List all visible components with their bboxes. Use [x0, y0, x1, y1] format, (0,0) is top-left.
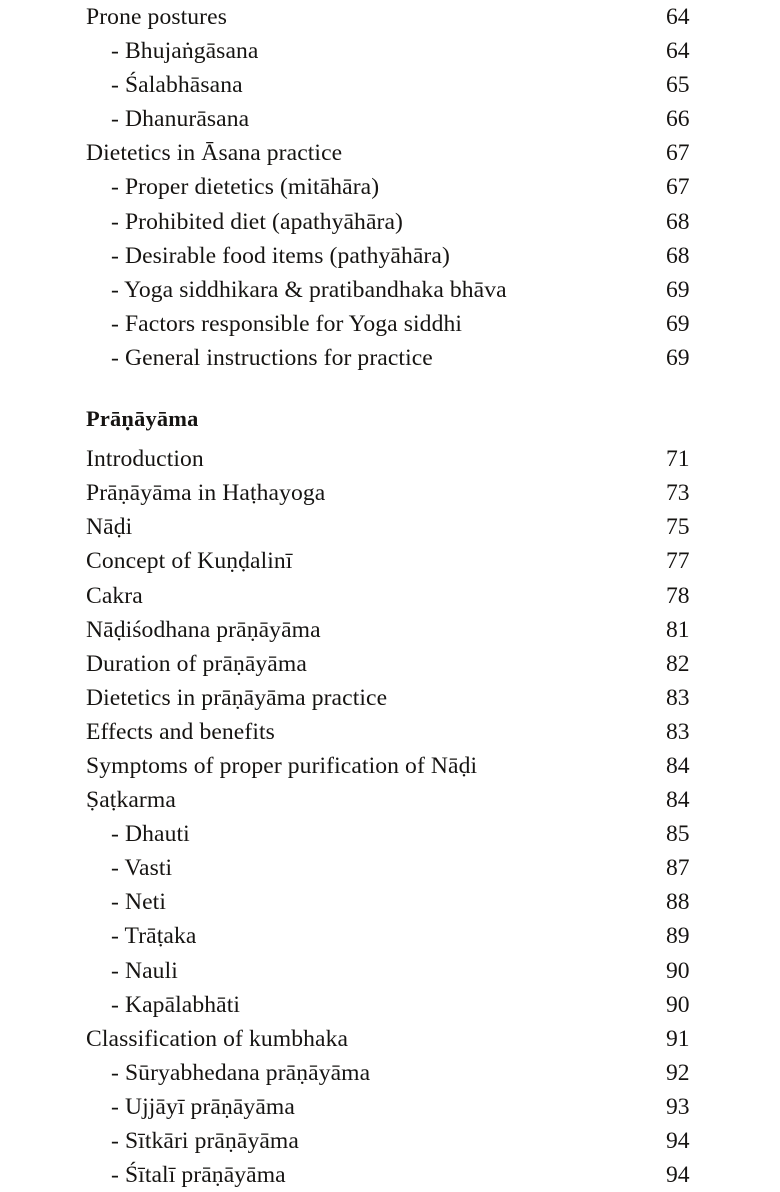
toc-page-number: 85 [666, 821, 690, 848]
toc-page-number: 84 [666, 787, 690, 814]
toc-entry-label: - Proper dietetics (mitāhāra) [111, 174, 380, 201]
toc-entry [0, 170, 780, 204]
toc-entry [0, 749, 780, 783]
toc-page-number: 81 [666, 616, 690, 643]
toc-entry-label: Classification of kumbhaka [86, 1025, 349, 1052]
toc-entry [0, 476, 780, 510]
toc-entry-label: Dietetics in Āsana practice [86, 140, 343, 167]
toc-page-number: 75 [666, 514, 690, 541]
toc-entry [0, 681, 780, 715]
toc-page-number: 69 [666, 276, 690, 303]
toc-entry [0, 817, 780, 851]
toc-entry [0, 34, 780, 68]
toc-entry-label: - Sūryabhedana prāṇāyāma [111, 1059, 371, 1086]
toc-page-number: 90 [666, 991, 690, 1018]
toc-entry-label: - Ujjāyī prāṇāyāma [111, 1093, 295, 1120]
toc-page-number: 94 [666, 1128, 690, 1154]
toc-page-number: 68 [666, 242, 690, 269]
toc-entry-label: - Vasti [111, 855, 173, 882]
toc-entry [0, 1056, 780, 1090]
toc-page-number: 91 [666, 1025, 690, 1052]
toc-page-number: 94 [666, 1162, 690, 1189]
toc-entry-label: - Desirable food items (pathyāhāra) [111, 242, 450, 269]
toc-entry-label: Introduction [86, 446, 204, 473]
toc-page-number: 65 [666, 72, 690, 99]
toc-entry [0, 988, 780, 1022]
toc-page-number: 64 [666, 4, 690, 30]
toc-entry [0, 715, 780, 749]
toc-page-number: 89 [666, 923, 690, 950]
toc-entry-label: Dietetics in prāṇāyāma practice [86, 684, 388, 711]
toc-entry-label: - Śalabhāsana [111, 72, 243, 99]
toc-entry [0, 1090, 780, 1124]
toc-entry [0, 442, 780, 476]
toc-entry-label: - Sītkāri prāṇāyāma [111, 1128, 299, 1154]
toc-page-number: 88 [666, 889, 690, 916]
toc-page-number: 93 [666, 1093, 690, 1120]
toc-entry [0, 68, 780, 102]
toc-page-number: 71 [666, 446, 690, 473]
toc-entry-label: - Nauli [111, 957, 178, 984]
toc-entry-label: Cakra [86, 582, 143, 609]
toc-entry [0, 341, 780, 375]
toc-section-heading [0, 402, 780, 436]
toc-entry [0, 783, 780, 817]
toc-entry [0, 273, 780, 307]
toc-entry-label: - Trāṭaka [111, 923, 197, 950]
toc-entry [0, 102, 780, 136]
toc-page-number: 83 [666, 684, 690, 711]
toc-entry-label: - General instructions for practice [111, 344, 433, 371]
toc-entry-label: Nāḍi [86, 514, 133, 541]
toc-page-number: 82 [666, 650, 690, 677]
toc-entry-label: - Śītalī prāṇāyāma [111, 1162, 286, 1189]
toc-entry-label: Effects and benefits [86, 718, 275, 745]
toc-page-number: 73 [666, 480, 690, 507]
toc-entry-label: Symptoms of proper purification of Nāḍi [86, 752, 478, 779]
toc-page-number: 67 [666, 174, 690, 201]
toc-entry-label: Prone postures [86, 4, 227, 30]
toc-entry [0, 510, 780, 544]
toc-entry-label: Duration of prāṇāyāma [86, 650, 307, 677]
toc-entry [0, 647, 780, 681]
toc-entry-label: - Factors responsible for Yoga siddhi [111, 310, 463, 337]
toc-page-number: 64 [666, 38, 690, 65]
toc-entry [0, 1022, 780, 1056]
toc-page-number: 84 [666, 752, 690, 779]
toc-page-number: 92 [666, 1059, 690, 1086]
toc-entry [0, 919, 780, 953]
toc-entry [0, 954, 780, 988]
toc-entry [0, 205, 780, 239]
toc-entry [0, 239, 780, 273]
toc-page-number: 68 [666, 208, 690, 235]
toc-entry [0, 1158, 780, 1192]
toc-page-number: 83 [666, 718, 690, 745]
toc-entry [0, 0, 780, 34]
toc-page-number: 90 [666, 957, 690, 984]
toc-page-number: 67 [666, 140, 690, 167]
toc-page-number: 87 [666, 855, 690, 882]
toc-entry [0, 579, 780, 613]
toc-entry-label: - Yoga siddhikara & pratibandhaka bhāva [111, 276, 507, 303]
toc-entry-label: Prāṇāyāma in Haṭhayoga [86, 480, 326, 507]
toc-entry [0, 851, 780, 885]
toc-entry-label: - Neti [111, 889, 166, 916]
toc-page-number: 69 [666, 310, 690, 337]
toc-entry-label: Concept of Kuṇḍalinī [86, 548, 293, 575]
toc-page-number: 77 [666, 548, 690, 575]
toc-entry-label: Ṣaṭkarma [86, 787, 176, 814]
toc-entry-label: Nāḍiśodhana prāṇāyāma [86, 616, 321, 643]
toc-entry-label: - Bhujaṅgāsana [111, 38, 259, 65]
toc-page-number: 69 [666, 344, 690, 371]
toc-entry-label: - Kapālabhāti [111, 991, 241, 1018]
toc-page-number: 78 [666, 582, 690, 609]
toc-section-title: Prāṇāyāma [86, 406, 199, 432]
toc-entry-label: - Dhanurāsana [111, 106, 250, 133]
toc-page-number: 66 [666, 106, 690, 133]
toc-entry-label: - Prohibited diet (apathyāhāra) [111, 208, 404, 235]
toc-entry [0, 1124, 780, 1158]
toc-entry [0, 885, 780, 919]
toc-entry [0, 544, 780, 578]
toc-entry-label: - Dhauti [111, 821, 190, 848]
toc-entry [0, 613, 780, 647]
toc-entry [0, 136, 780, 170]
toc-entry [0, 307, 780, 341]
